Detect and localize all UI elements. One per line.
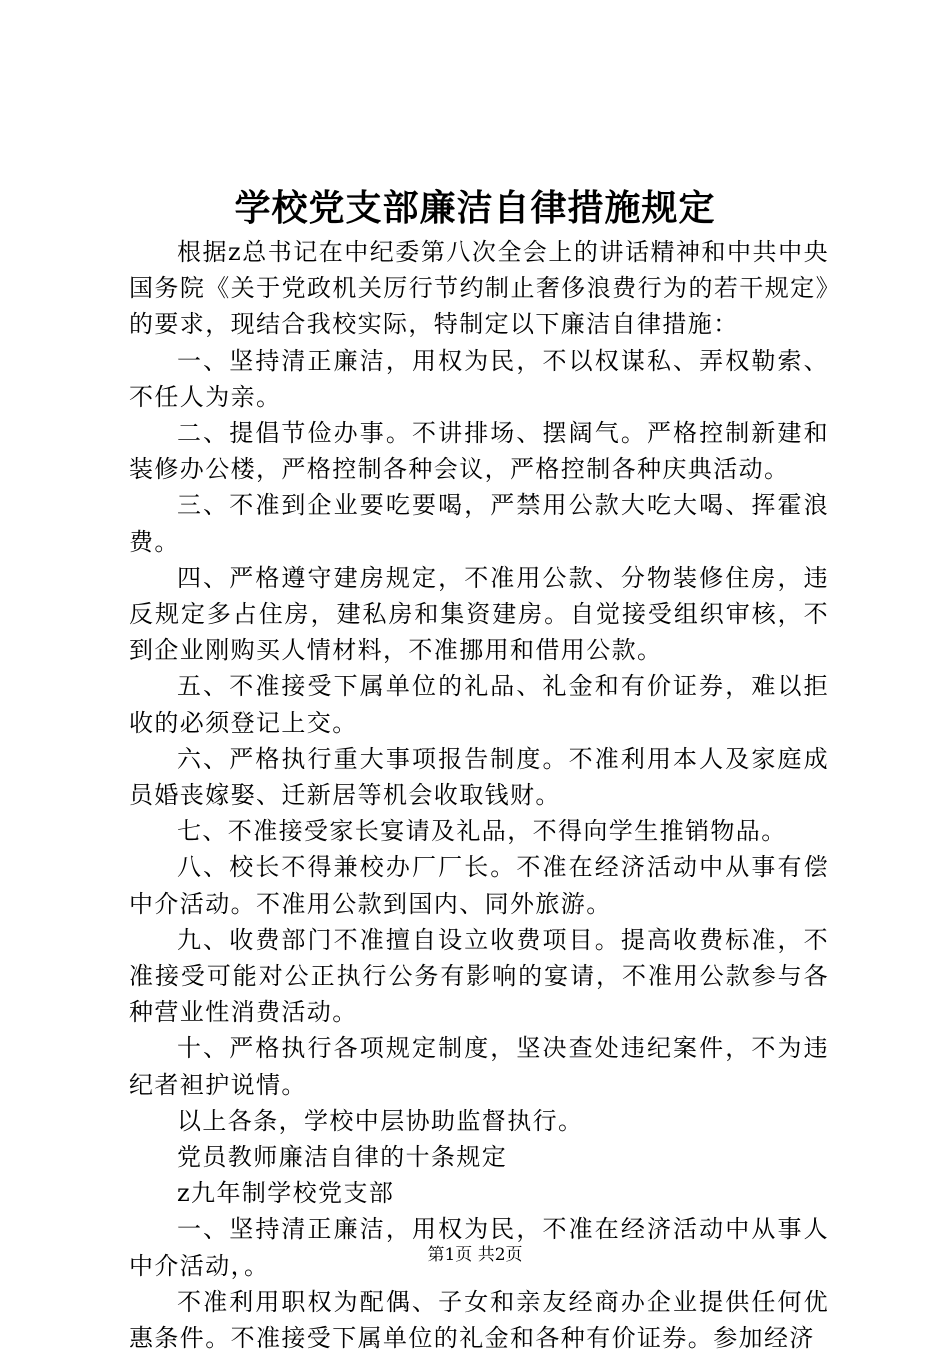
document-title: 学校党支部廉洁自律措施规定 [234, 187, 716, 229]
page-footer: 第1页 共2页 [427, 1245, 523, 1265]
section-heading: 党员教师廉洁自律的十条规定 [177, 1143, 508, 1172]
document-body [129, 234, 829, 1356]
paragraph-item-6: 六、严格执行重大事项报告制度。不准利用本人及家庭成员婚丧嫁娶、迁新居等机会收取钱财。 [129, 744, 829, 810]
paragraph-item-10: 十、严格执行各项规定制度，坚决查处违纪案件，不为违纪者袒护说情。 [129, 1034, 829, 1099]
paragraph-item-7: 七、不准接受家长宴请及礼品，不得向学生推销物品。 [177, 817, 787, 846]
paragraph-item-9: 九、收费部门不准擅自设立收费项目。提高收费标准，不准接受可能对公正执行公务有影响的宴请，不准用公款参与各种营业性消费活动。 [129, 925, 829, 1027]
section-organization: z九年制学校党支部 [177, 1179, 395, 1208]
paragraph-item-3: 三、不准到企业要吃要喝，严禁用公款大吃大喝、挥霍浪费。 [129, 491, 829, 556]
paragraph-item-2: 二、提倡节俭办事。不讲排场、摆阔气。严格控制新建和装修办公楼，严格控制各种会议，严格控制各种庆典活动。 [129, 419, 829, 484]
paragraph-rule-continued: 不准利用职权为配偶、子女和亲友经商办企业提供任何优惠条件。不准接受下属单位的礼金和各种有价证券。参加经济 [129, 1287, 829, 1353]
paragraph-item-1: 一、坚持清正廉洁，用权为民，不以权谋私、弄权勒索、不任人为亲。 [129, 346, 829, 411]
paragraph-item-4: 四、严格遵守建房规定，不准用公款、分物装修住房，违反规定多占住房，建私房和集资建房。自觉接受组织审核，不到企业刚购买人情材料，不准挪用和借用公款。 [129, 563, 829, 665]
paragraph-rule-1: 一、坚持清正廉洁，用权为民，不准在经济活动中从事人中介活动，。 [129, 1215, 829, 1280]
paragraph-item-8: 八、校长不得兼校办厂厂长。不准在经济活动中从事有偿中介活动。不准用公款到国内、同外旅游。 [129, 853, 829, 918]
paragraph-closing: 以上各条，学校中层协助监督执行。 [177, 1106, 584, 1135]
paragraph-item-5: 五、不准接受下属单位的礼品、礼金和有价证券，难以拒收的必须登记上交。 [129, 672, 829, 737]
paragraph-intro: 根据z总书记在中纪委第八次全会上的讲话精神和中共中央国务院《关于党政机关厉行节约制止奢侈浪费行为的若干规定》的要求，现结合我校实际，特制定以下廉洁自律措施： [129, 238, 829, 339]
